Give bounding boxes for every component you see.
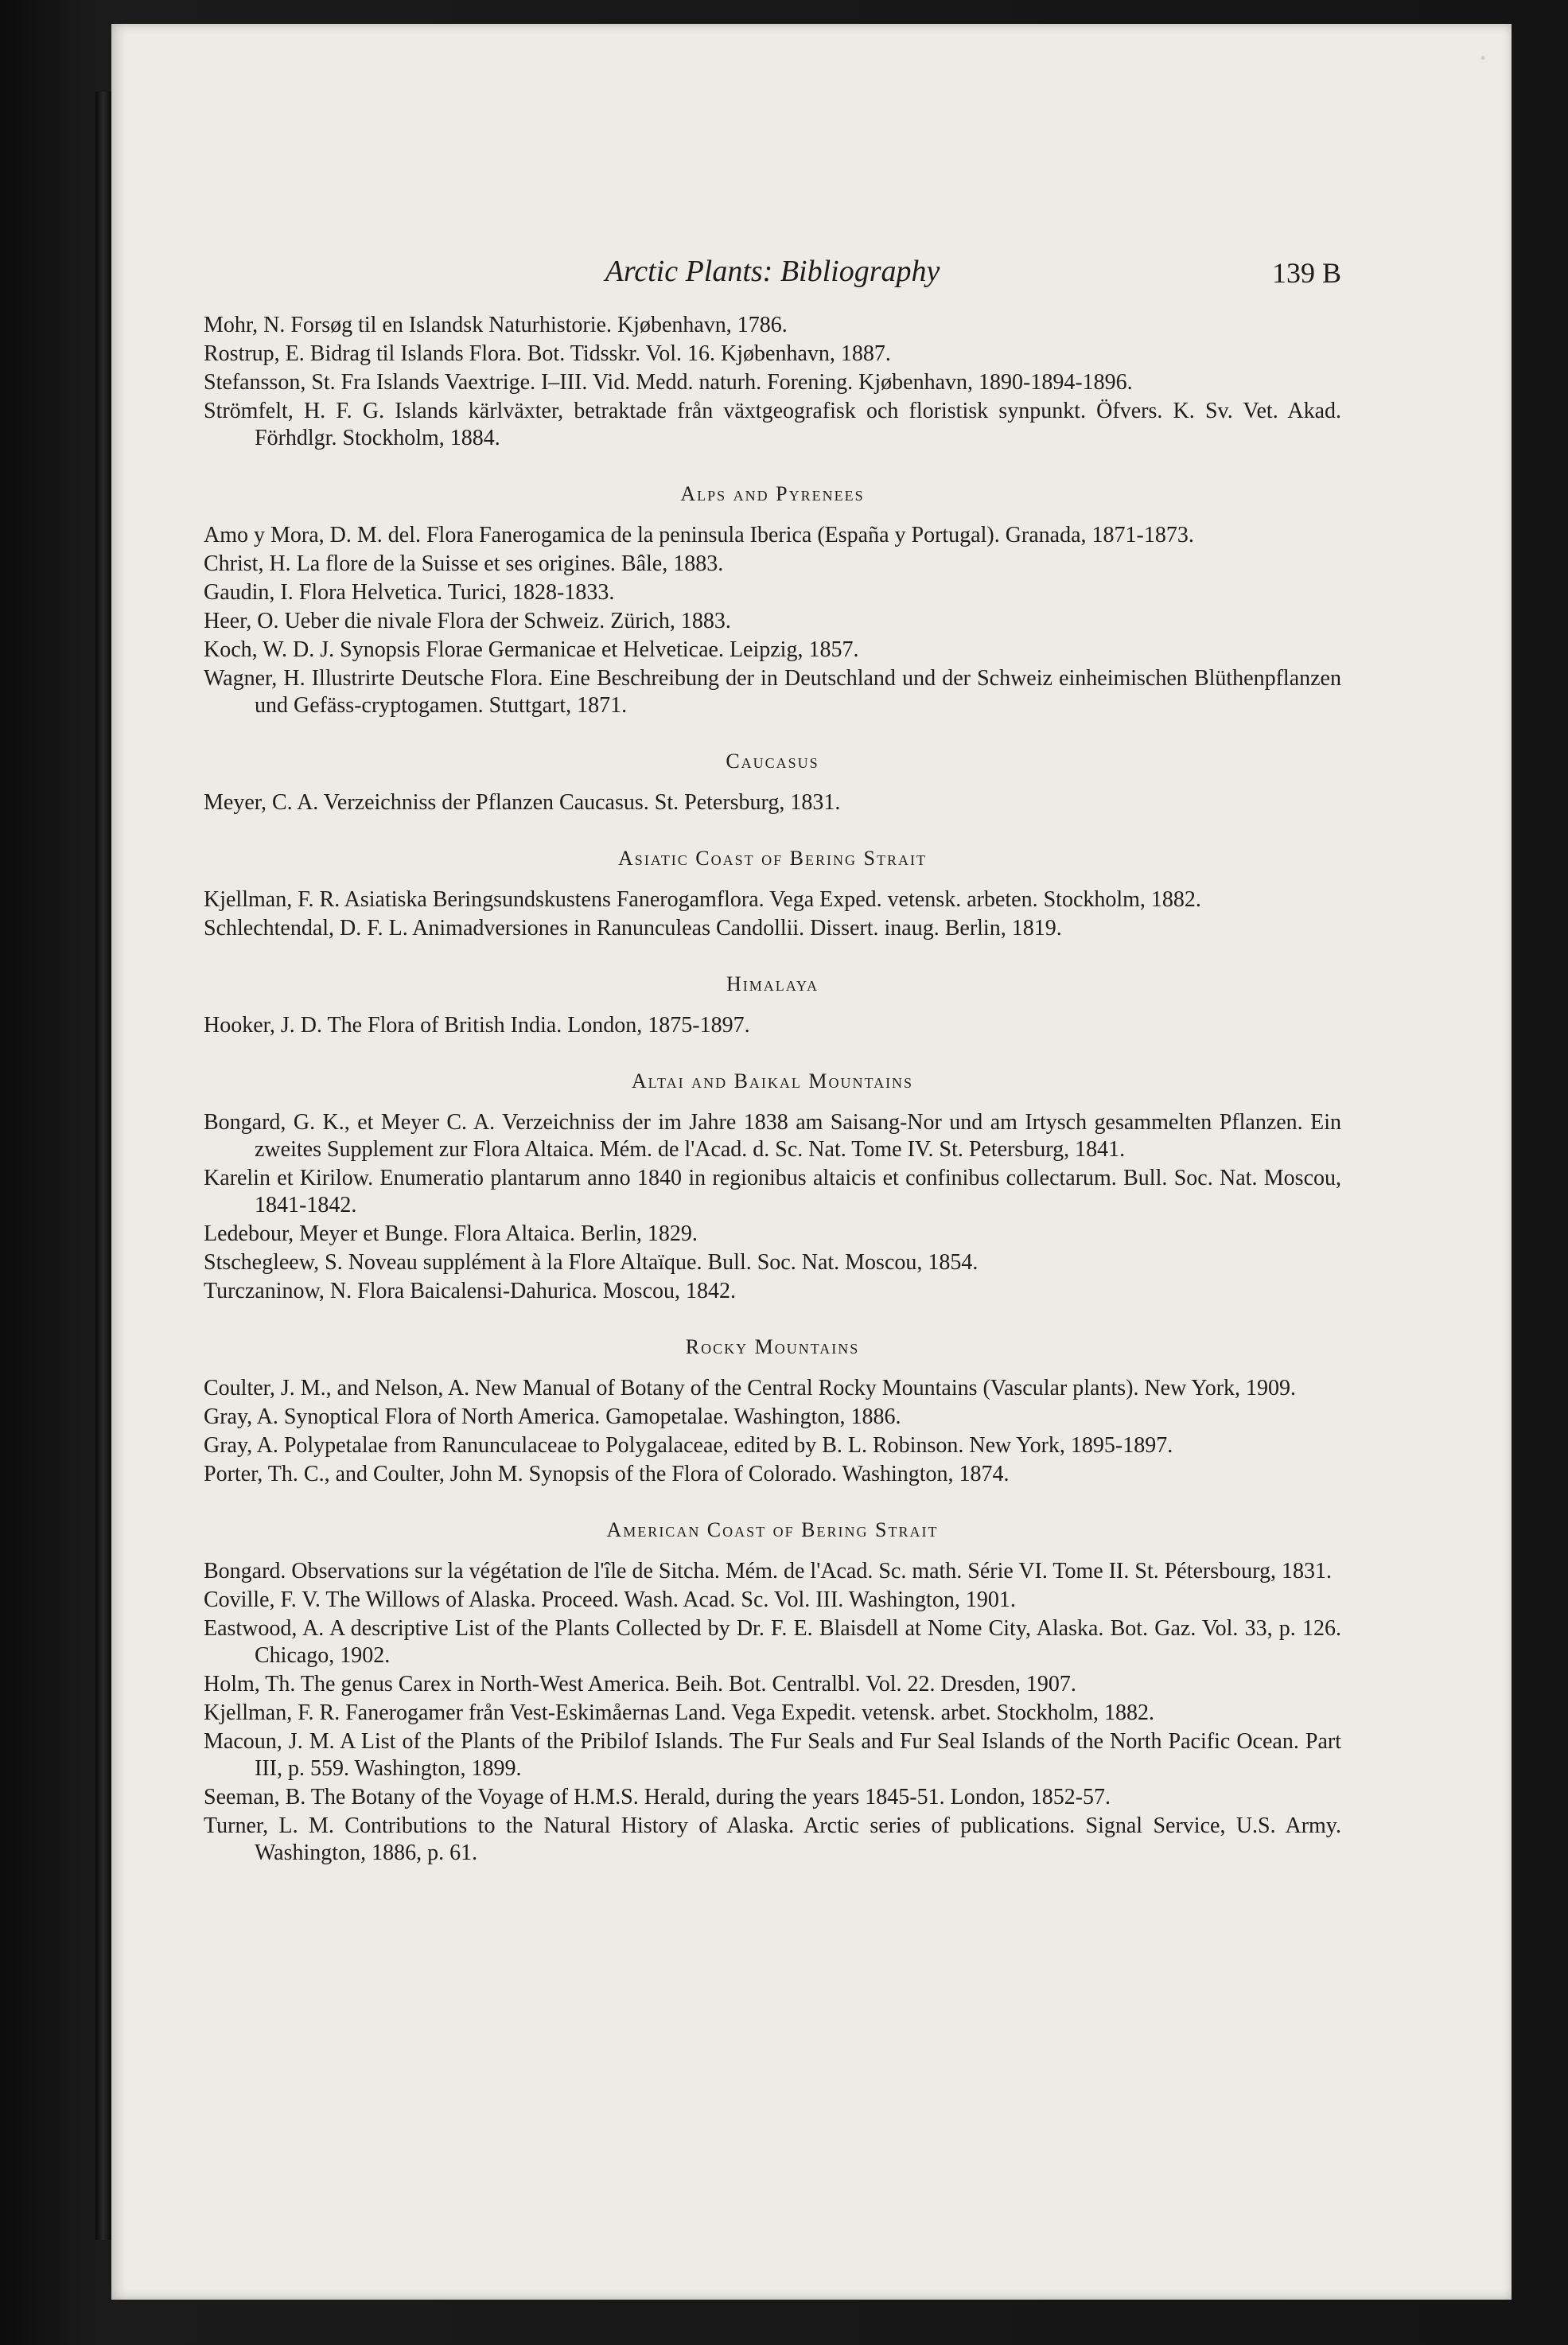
bibliography-section [204,312,1341,452]
bibliography-section [204,481,1341,719]
section-heading: American Coast of Bering Strait [606,1518,939,1541]
bibliography-entry: Coville, F. V. The Willows of Alaska. Proceed. Wash. Acad. Sc. Vol. III. Washington, 1901. [204,1587,1016,1612]
bibliography-entry: Mohr, N. Forsøg til en Islandsk Naturhistorie. Kjøbenhavn, 1786. [204,313,788,337]
bibliography-entry: Macoun, J. M. A List of the Plants of the Pribilof Islands. The Fur Seals and Fur Seal Islands of the North Pacific Ocean. Part III, p. 559. Washington, 1899. [204,1729,1341,1781]
bibliography-entry: Gray, A. Polypetalae from Ranunculaceae to Polygalaceae, edited by B. L. Robinson. New York, 1895-1897. [204,1433,1173,1458]
bibliography-section [204,845,1341,942]
bibliography-entry: Porter, Th. C., and Coulter, John M. Synopsis of the Flora of Colorado. Washington, 1874. [204,1462,1010,1486]
page-header [204,253,1341,291]
bibliography-section [204,748,1341,816]
bibliography-entry: Stschegleew, S. Noveau supplément à la Flore Altaïque. Bull. Soc. Nat. Moscou, 1854. [204,1250,979,1275]
bibliography-entry: Schlechtendal, D. F. L. Animadversiones in Ranunculeas Candollii. Dissert. inaug. Berlin, 1819. [204,916,1062,941]
page-content [204,253,1341,1868]
bibliography-entry: Turner, L. M. Contributions to the Natural History of Alaska. Arctic series of publications. Signal Service, U.S. Army. Washington, 1886, p. 61. [204,1813,1341,1865]
bibliography-entry: Kjellman, F. R. Fanerogamer från Vest-Eskimåernas Land. Vega Expedit. vetensk. arbet. Stockholm, 1882. [204,1700,1155,1725]
bibliography-section [204,971,1341,1039]
binding-edge [95,92,111,2240]
page-number: 139 B [1271,257,1341,289]
bibliography-entry: Strömfelt, H. F. G. Islands kärlväxter, betraktade från växtgeografisk och floristisk synpunkt. Öfvers. K. Sv. Vet. Akad. Förhdlgr. Stockholm, 1884. [204,399,1341,450]
bibliography-entry: Bongard. Observations sur la végétation de l'île de Sitcha. Mém. de l'Acad. Sc. math. Série VI. Tome II. St. Pétersbourg, 1831. [204,1559,1332,1583]
bibliography-entry: Turczaninow, N. Flora Baicalensi-Dahurica. Moscou, 1842. [204,1279,737,1303]
running-title: Arctic Plants: Bibliography [605,255,940,288]
bibliography-entry: Heer, O. Ueber die nivale Flora der Schweiz. Zürich, 1883. [204,609,731,633]
section-heading: Asiatic Coast of Bering Strait [618,847,927,870]
bibliography-entry: Koch, W. D. J. Synopsis Florae Germanicae et Helveticae. Leipzig, 1857. [204,637,859,662]
bibliography-entry: Seeman, B. The Botany of the Voyage of H.M.S. Herald, during the years 1845-51. London, 1852-57. [204,1785,1111,1809]
bibliography-entry: Karelin et Kirilow. Enumeratio plantarum anno 1840 in regionibus altaicis et confinibus collectarum. Bull. Soc. Nat. Moscou, 1841-1842. [204,1166,1341,1217]
bibliography-entry: Wagner, H. Illustrirte Deutsche Flora. Eine Beschreibung der in Deutschland und der Schweiz einheimischen Blüthenpflanzen und Gefäss-cryptogamen. Stuttgart, 1871. [204,666,1341,718]
bibliography-entry: Amo y Mora, D. M. del. Flora Fanerogamica de la peninsula Iberica (España y Portugal). Granada, 1871-1873. [204,523,1194,547]
bibliography-entry: Stefansson, St. Fra Islands Vaextrige. I–III. Vid. Medd. naturh. Forening. Kjøbenhavn, 1890-1894-1896. [204,370,1133,395]
bibliography-entry: Bongard, G. K., et Meyer C. A. Verzeichniss der im Jahre 1838 am Saisang-Nor und am Irtysch gesammelten Pflanzen. Ein zweites Supplement zur Flora Altaica. Mém. de l'Acad. d. Sc. Nat. Tome IV. St. Petersburg, 1841. [204,1110,1341,1162]
bibliography-entry: Gaudin, I. Flora Helvetica. Turici, 1828-1833. [204,580,615,605]
bibliography-entry: Holm, Th. The genus Carex in North-West America. Beih. Bot. Centralbl. Vol. 22. Dresden, 1907. [204,1672,1076,1696]
bibliography-entry: Christ, H. La flore de la Suisse et ses origines. Bâle, 1883. [204,551,724,576]
bibliography [204,312,1341,1867]
section-heading: Altai and Baikal Mountains [631,1069,914,1093]
bibliography-entry: Gray, A. Synoptical Flora of North America. Gamopetalae. Washington, 1886. [204,1404,901,1429]
section-heading: Caucasus [726,750,819,773]
bibliography-entry: Kjellman, F. R. Asiatiska Beringsundskustens Fanerogamflora. Vega Exped. vetensk. arbeten. Stockholm, 1882. [204,887,1201,912]
bibliography-entry: Ledebour, Meyer et Bunge. Flora Altaica. Berlin, 1829. [204,1221,698,1246]
bibliography-entry: Meyer, C. A. Verzeichniss der Pflanzen Caucasus. St. Petersburg, 1831. [204,790,841,815]
section-heading: Rocky Mountains [685,1335,860,1358]
bibliography-entry: Eastwood, A. A descriptive List of the Plants Collected by Dr. F. E. Blaisdell at Nome City, Alaska. Bot. Gaz. Vol. 33, p. 126. Chicago, 1902. [204,1616,1341,1668]
bibliography-entry: Coulter, J. M., and Nelson, A. New Manual of Botany of the Central Rocky Mountains (Vascular plants). New York, 1909. [204,1376,1297,1400]
bibliography-section [204,1517,1341,1867]
bibliography-entry: Rostrup, E. Bidrag til Islands Flora. Bot. Tidsskr. Vol. 16. Kjøbenhavn, 1887. [204,341,891,366]
section-heading: Himalaya [726,972,819,995]
corner-mark: • [1480,48,1488,68]
bibliography-section [204,1334,1341,1488]
section-heading: Alps and Pyrenees [680,482,865,505]
bibliography-section [204,1068,1341,1305]
bibliography-entry: Hooker, J. D. The Flora of British India. London, 1875-1897. [204,1013,750,1038]
